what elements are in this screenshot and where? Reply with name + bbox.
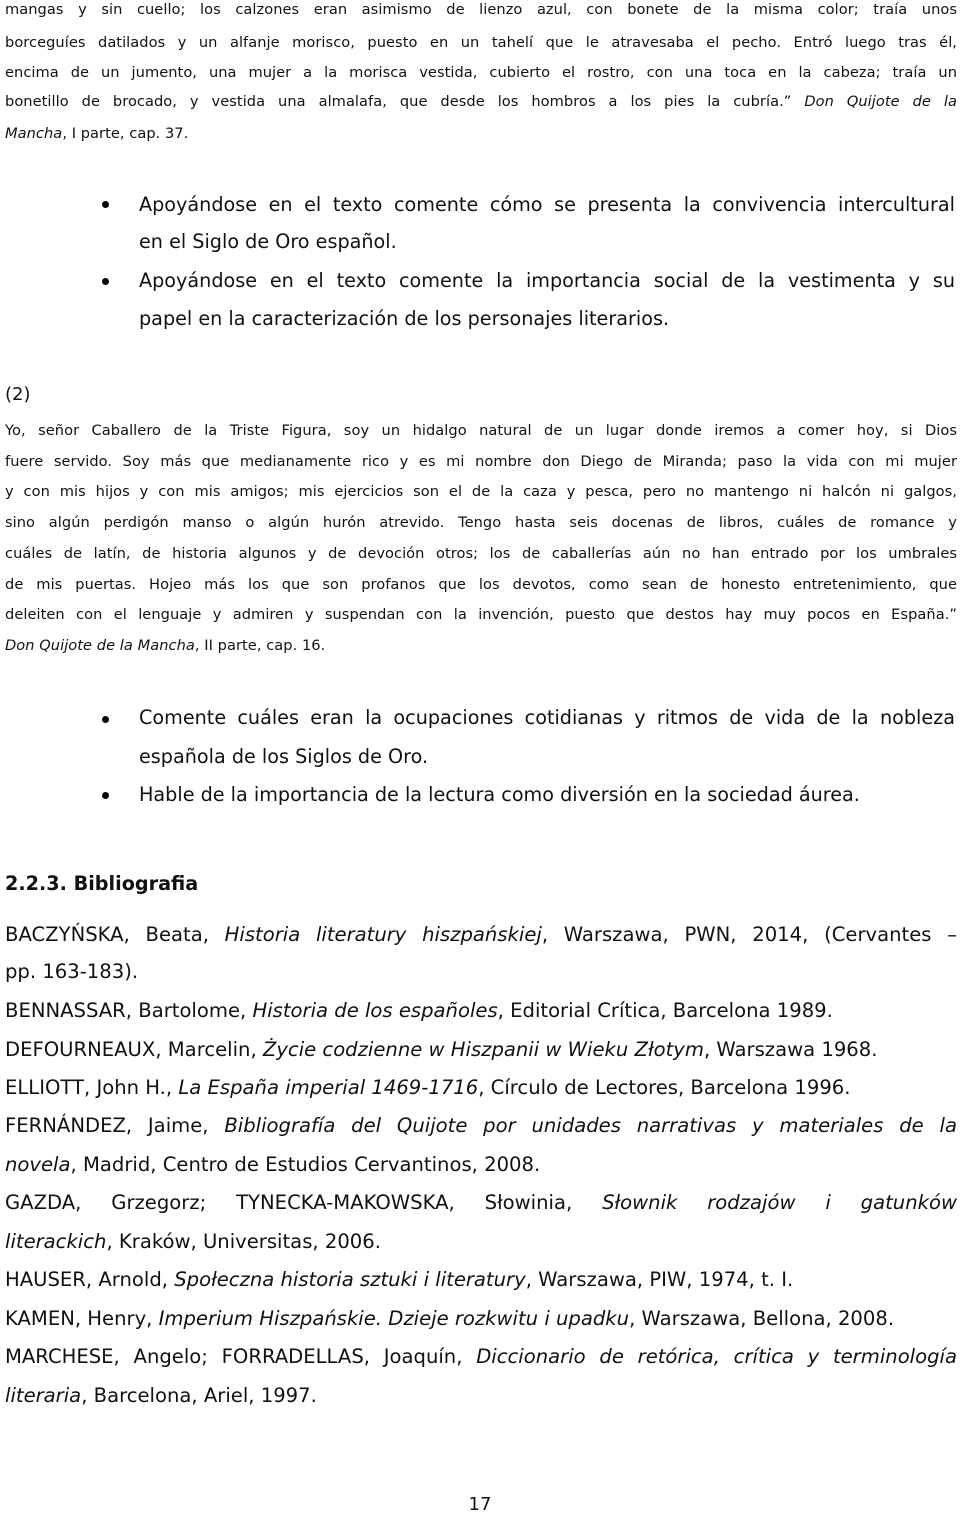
bib-title: Historia de los españoles [252,999,498,1022]
bib-details: , Warszawa, PWN, 2014, (Cervantes – [541,923,957,946]
bib-title: Historia literatury hiszpańskiej [224,923,542,946]
bib-details: , Círculo de Lectores, Barcelona 1996. [478,1076,851,1099]
question-line: española de los Siglos de Oro. [139,745,429,768]
quote2-source-title: Don Quijote de la Mancha [5,637,195,654]
section-label: (2) [5,384,31,405]
quote2-line: cuáles de latín, de historia algunos y de devoción otros; los de caballerías aún no han entrado por los umbrales [5,545,957,562]
bib-title: Imperium Hiszpańskie. Dzieje rozkwitu i upadku [158,1307,630,1330]
quote2-source [5,637,957,654]
quote2-line: de mis puertas. Hojeo más los que son profanos que los devotos, como sean de honesto entretenimiento, que [5,576,957,593]
bib-title: La España imperial 1469-1716 [178,1076,479,1099]
question-line: Apoyándose en el texto comente cómo se presenta la convivencia intercultural [139,193,955,216]
quote2-source-ref: , II parte, cap. 16. [194,637,326,654]
bib-title: Życie codzienne w Hiszpanii w Wieku Złotym [262,1038,704,1061]
bib-details: , Barcelona, Ariel, 1997. [81,1384,317,1407]
bib-details: , Madrid, Centro de Estudios Cervantinos, 2008. [70,1153,541,1176]
bullet-icon [102,792,109,799]
quote2-line: y con mis hijos y con mis amigos; mis ejercicios son el de la caza y pesca, pero no mantengo ni halcón ni galgos, [5,483,957,500]
question-line: en el Siglo de Oro español. [139,230,397,253]
bib-title: Słownik rodzajów i gatunków [602,1191,957,1214]
bib-title: literackich [5,1230,107,1253]
quote2-line: deleiten con el lenguaje y admiren y suspendan con la invención, puesto que destos hay muy pocos en España.” [5,606,957,623]
bib-author: ELLIOTT, John H., [5,1076,179,1099]
quote1-source-title: Don Quijote de la [804,93,957,110]
quote1-source-ref: , I parte, cap. 37. [62,125,189,142]
bib-author: FERNÁNDEZ, Jaime, [5,1114,225,1137]
bib-title: Społeczna historia sztuki i literatury [174,1268,526,1291]
quote1-line: borceguíes datilados y un alfanje morisco, puesto en un tahelí que le atravesaba el pecho. Entró luego tras él, [5,34,957,51]
bib-details: , Editorial Crítica, Barcelona 1989. [497,999,833,1022]
question-line: Apoyándose en el texto comente la importancia social de la vestimenta y su [139,269,955,292]
bib-title: novela [5,1153,71,1176]
quote1-line [5,93,957,110]
question-line: Hable de la importancia de la lectura como diversión en la sociedad áurea. [139,783,860,806]
bib-author: BACZYŃSKA, Beata, [5,923,225,946]
quote1-source-title-cont: Mancha [5,125,63,142]
bullet-icon [102,716,109,723]
bullet-icon [102,278,109,285]
bib-title: literaria [5,1384,82,1407]
bib-author: MARCHESE, Angelo; FORRADELLAS, Joaquín, [5,1345,477,1368]
bib-entry [5,1153,540,1176]
bib-title: Bibliografía del Quijote por unidades narrativas y materiales de la [224,1114,957,1137]
quote1-source [5,125,957,142]
bib-details: , Warszawa 1968. [703,1038,878,1061]
section-heading: 2.2.3. Bibliografia [5,872,199,895]
bib-entry [5,1191,957,1214]
bib-author: DEFOURNEAUX, Marcelin, [5,1038,263,1061]
quote1-line-text: bonetillo de brocado, y vestida una almalafa, que desde los hombros a los pies la cubría.” [5,93,792,110]
quote2-line: fuere servido. Soy más que medianamente rico y es mi nombre don Diego de Miranda; paso la vida con mi mujer [5,453,957,470]
page-number: 17 [468,1494,492,1515]
bib-entry [5,999,833,1022]
bib-entry [5,1345,957,1368]
bib-author: BENNASSAR, Bartolome, [5,999,253,1022]
bib-entry [5,1114,957,1137]
bib-author: HAUSER, Arnold, [5,1268,175,1291]
question-line: Comente cuáles eran la ocupaciones cotidianas y ritmos de vida de la nobleza [139,706,955,729]
bib-entry [5,1268,793,1291]
bib-details: , Kraków, Universitas, 2006. [106,1230,381,1253]
bib-entry [5,960,138,983]
bib-entry [5,1230,381,1253]
quote1-line: encima de un jumento, una mujer a la morisca vestida, cubierto el rostro, con una toca en la cabeza; traía un [5,64,957,81]
bib-details: , Warszawa, PIW, 1974, t. I. [525,1268,794,1291]
bib-details: , Warszawa, Bellona, 2008. [629,1307,895,1330]
bib-entry [5,923,957,946]
bib-entry [5,1384,317,1407]
bib-entry [5,1038,877,1061]
bib-author: pp. 163-183). [5,960,139,983]
bib-entry [5,1076,851,1099]
question-line: papel en la caracterización de los personajes literarios. [139,307,670,330]
bib-author: KAMEN, Henry, [5,1307,159,1330]
quote2-line: sino algún perdigón manso o algún hurón atrevido. Tengo hasta seis docenas de libros, cuáles de romance y [5,514,957,531]
quote2-line: Yo, señor Caballero de la Triste Figura, soy un hidalgo natural de un lugar donde iremos a comer hoy, si Dios [5,422,957,439]
bib-entry [5,1307,894,1330]
quote1-line: mangas y sin cuello; los calzones eran asimismo de lienzo azul, con bonete de la misma color; traía unos [5,1,957,18]
bullet-icon [102,201,109,208]
bib-author: GAZDA, Grzegorz; TYNECKA-MAKOWSKA, Słowinia, [5,1191,603,1214]
bib-title: Diccionario de retórica, crítica y terminología [476,1345,957,1368]
